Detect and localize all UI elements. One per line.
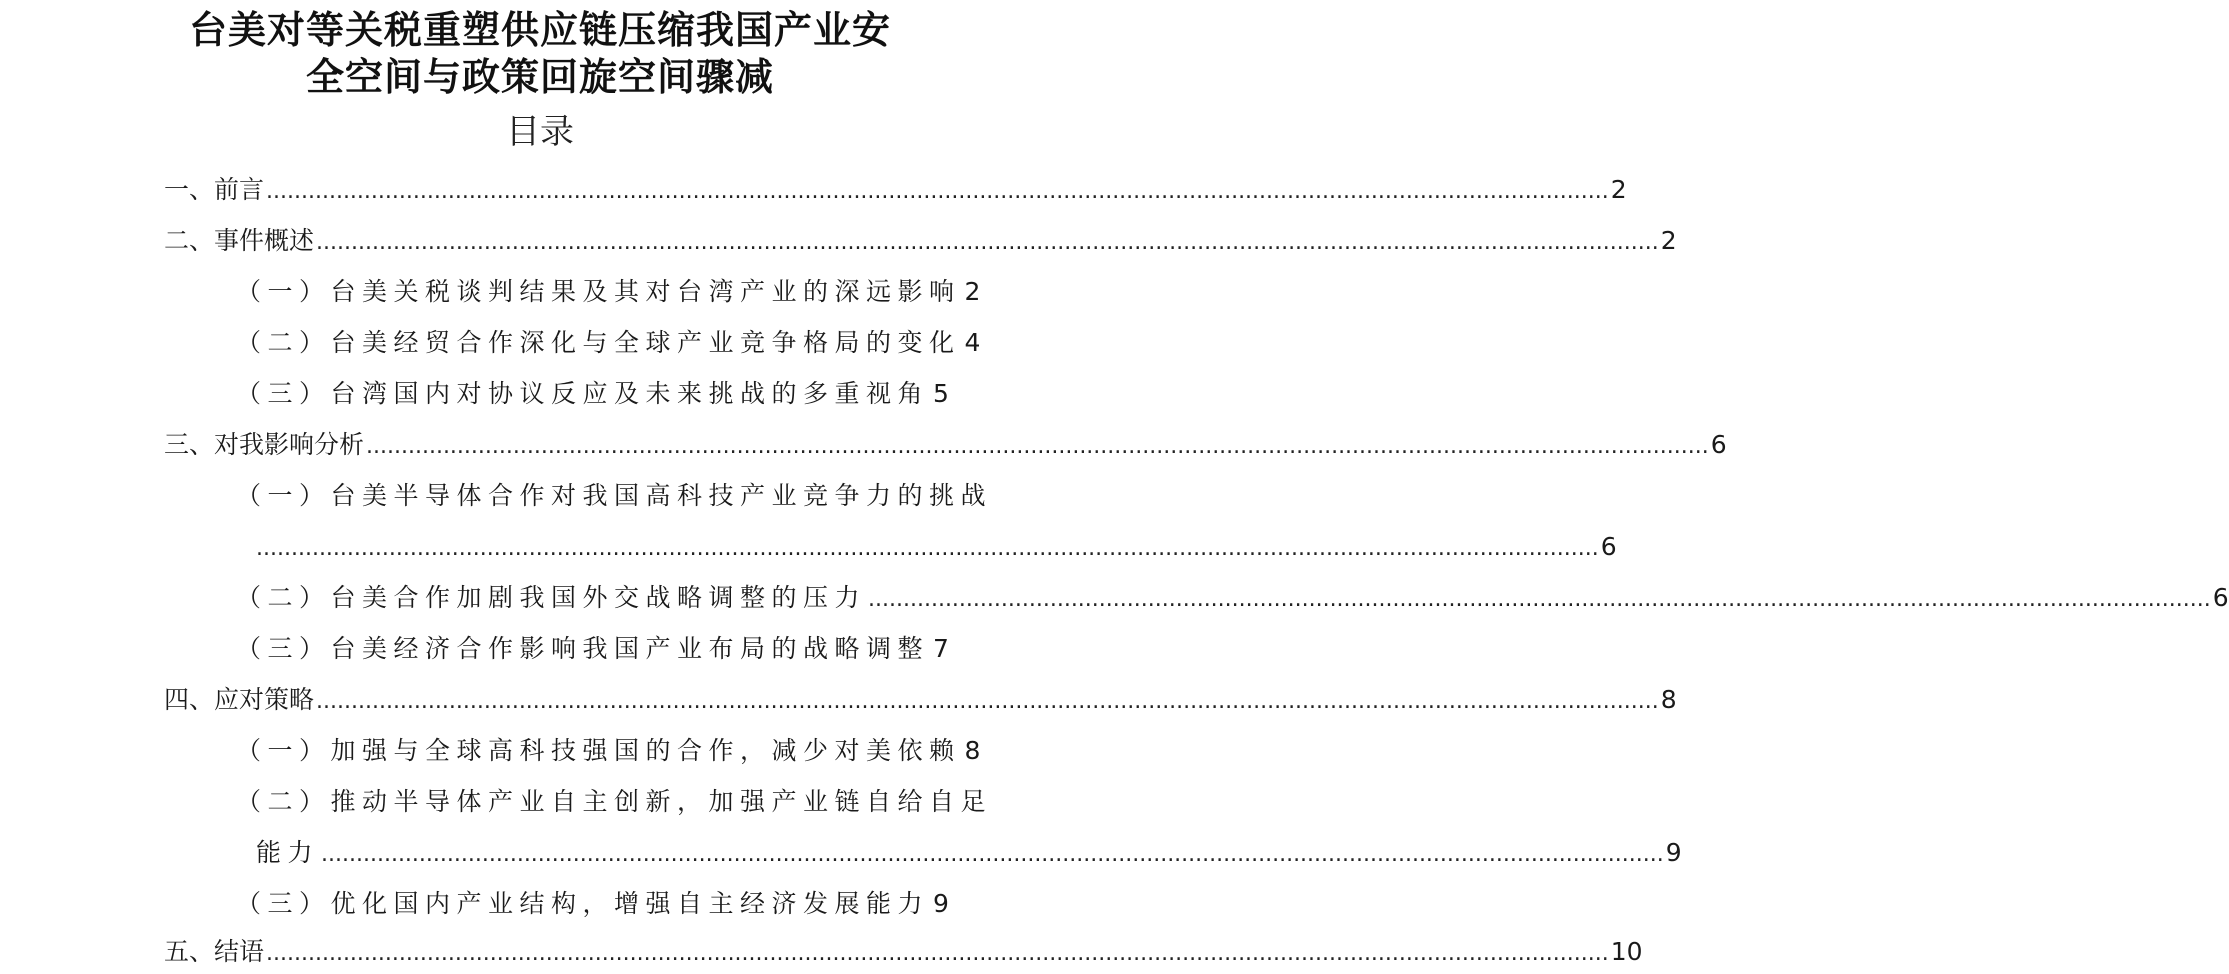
toc-entry-strategy-2-continuation[interactable] — [256, 833, 1682, 873]
toc-entry-label: （一）加强与全球高科技强国的合作，减少对美依赖 — [236, 736, 961, 765]
toc-entry-label: 四、应对策略 — [164, 685, 315, 714]
toc-entry-label: （一）台美半导体合作对我国高科技产业竞争力的挑战 — [236, 481, 993, 510]
toc-page-number: 5 — [933, 379, 949, 408]
toc-page-number: 2 — [1610, 175, 1627, 204]
toc-leader-dots — [266, 172, 1609, 212]
toc-entry-overview-2[interactable] — [236, 323, 981, 363]
toc-entry-label: 二、事件概述 — [164, 226, 315, 255]
document-title-line-2: 全空间与政策回旋空间骤减 — [305, 54, 774, 99]
toc-page-number: 4 — [964, 328, 981, 357]
toc-entry-strategy[interactable] — [164, 680, 1677, 720]
toc-entry-label: 一、前言 — [164, 175, 265, 204]
toc-page-number: 2 — [964, 277, 981, 306]
toc-page-number: 10 — [1610, 937, 1643, 966]
toc-page-number: 2 — [1660, 226, 1677, 255]
toc-entry-conclusion[interactable] — [164, 932, 1643, 972]
toc-heading: 目录 — [506, 112, 574, 152]
toc-leader-dots — [316, 682, 1659, 722]
toc-entry-label: （一）台美关税谈判结果及其对台湾产业的深远影响 — [236, 277, 961, 306]
toc-page-number: 6 — [1600, 532, 1617, 561]
toc-leader-dots — [366, 427, 1709, 467]
toc-entry-label: （二）推动半导体产业自主创新，加强产业链自给自足 — [236, 787, 993, 816]
toc-entry-strategy-2[interactable] — [236, 782, 993, 822]
toc-entry-label: （三）台湾国内对协议反应及未来挑战的多重视角 — [236, 379, 930, 408]
toc-leader-dots — [868, 580, 2211, 620]
toc-page-number: 9 — [1665, 838, 1682, 867]
toc-leader-dots — [321, 835, 1664, 875]
toc-entry-label: （三）优化国内产业结构，增强自主经济发展能力 — [236, 889, 930, 918]
toc-page-number: 9 — [933, 889, 949, 918]
toc-entry-overview-1[interactable] — [236, 272, 981, 312]
toc-entry-label: （二）台美合作加剧我国外交战略调整的压力 — [236, 583, 867, 612]
toc-entry-label: 五、结语 — [164, 937, 265, 966]
toc-entry-label: 三、对我影响分析 — [164, 430, 365, 459]
toc-entry-impact-1-continuation[interactable] — [256, 527, 1617, 567]
toc-entry-overview[interactable] — [164, 221, 1677, 261]
toc-page-number: 8 — [1660, 685, 1677, 714]
toc-entry-strategy-3[interactable] — [236, 884, 949, 924]
toc-entry-impact[interactable] — [164, 425, 1727, 465]
toc-entry-impact-3[interactable] — [236, 629, 949, 669]
toc-entry-strategy-1[interactable] — [236, 731, 981, 771]
document-title-line-1: 台美对等关税重塑供应链压缩我国产业安 — [188, 7, 891, 52]
toc-page-number: 6 — [2212, 583, 2229, 612]
toc-leader-dots — [256, 529, 1599, 569]
toc-entry-label: （二）台美经贸合作深化与全球产业竞争格局的变化 — [236, 328, 961, 357]
toc-entry-label-continuation: 能力 — [256, 838, 320, 867]
toc-entry-label: （三）台美经济合作影响我国产业布局的战略调整 — [236, 634, 930, 663]
toc-entry-impact-1[interactable] — [236, 476, 993, 516]
toc-entry-preface[interactable] — [164, 170, 1627, 210]
toc-page-number: 8 — [964, 736, 981, 765]
toc-entry-impact-2[interactable] — [236, 578, 2229, 618]
toc-page-number: 7 — [933, 634, 949, 663]
toc-entry-overview-3[interactable] — [236, 374, 949, 414]
toc-leader-dots — [266, 934, 1609, 974]
toc-page-number: 6 — [1710, 430, 1727, 459]
toc-leader-dots — [316, 223, 1659, 263]
